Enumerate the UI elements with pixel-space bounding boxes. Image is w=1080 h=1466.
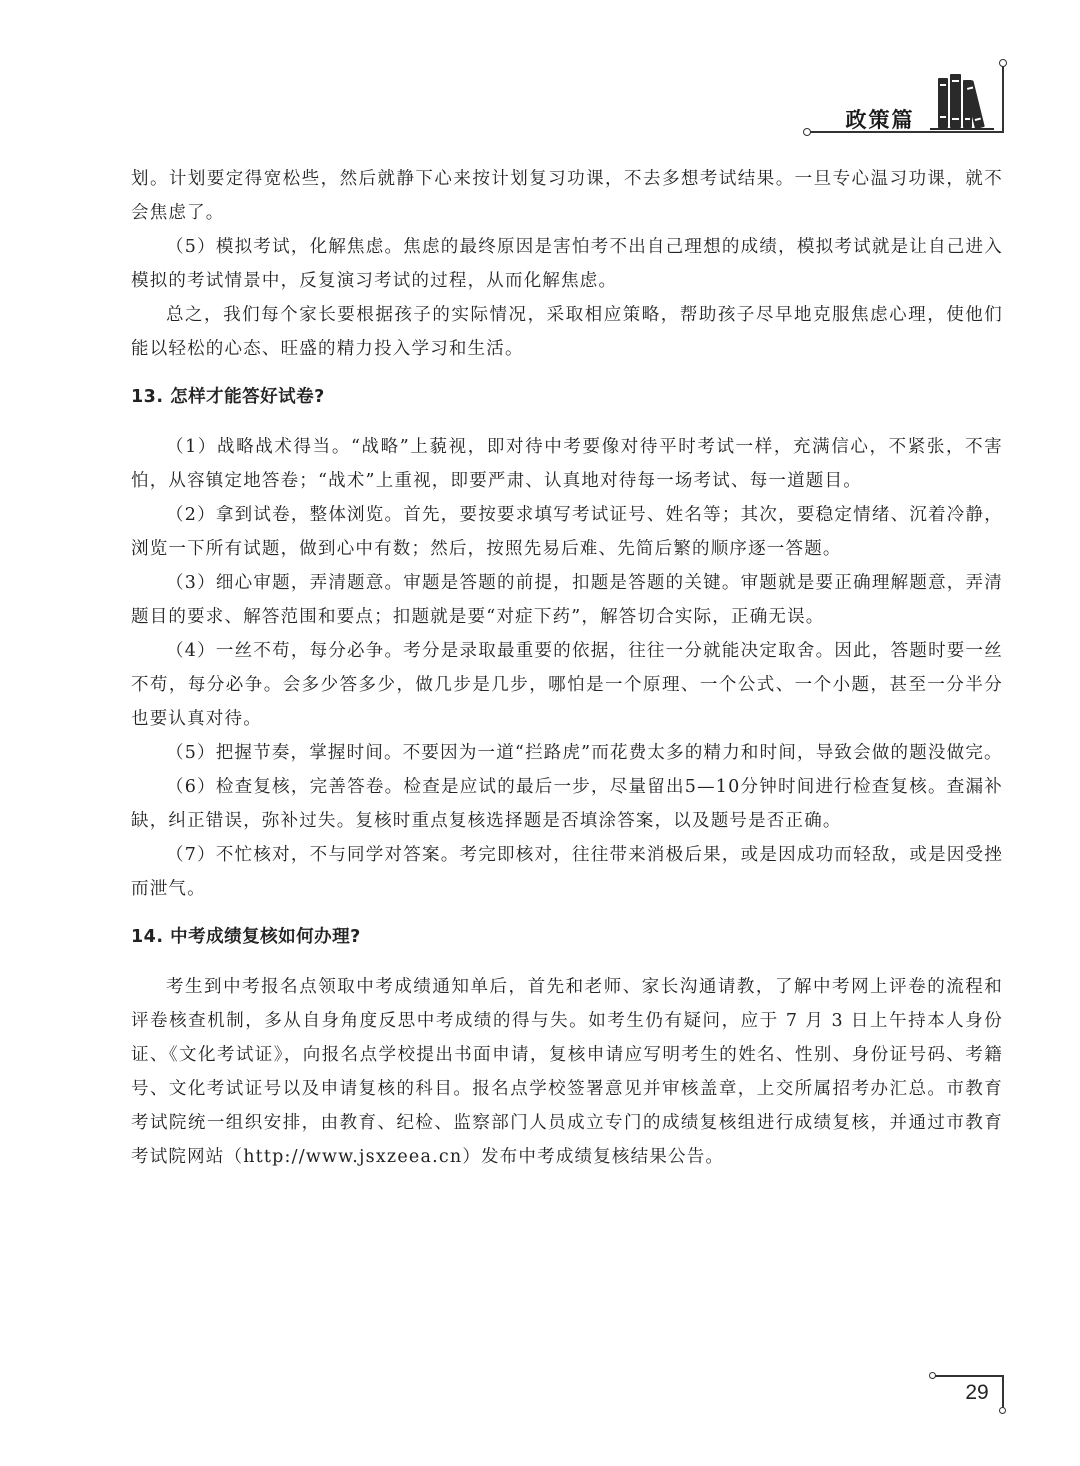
q13-item-4: （4）一丝不苟，每分必争。考分是录取最重要的依据，往往一分就能决定取舍。因此，答题时要一丝不苟，每分必争。会多少答多少，做几步是几步，哪怕是一个原理、一个公式、一个小题，甚至一分半分也要认真对待。 <box>131 641 1003 729</box>
page-number: 29 <box>965 1381 989 1404</box>
q13-item-7: （7）不忙核对，不与同学对答案。考完即核对，往往带来消极后果，或是因成功而轻敌，或是因受挫而泄气。 <box>131 845 1003 899</box>
header-dot-top <box>999 59 1007 67</box>
header-rule-vertical <box>1002 64 1004 132</box>
page-body <box>131 162 1003 1174</box>
question-13-title: 13. 怎样才能答好试卷? <box>131 387 325 407</box>
footer-rule-horizontal <box>934 1375 1004 1377</box>
q14-answer: 考生到中考报名点领取中考成绩通知单后，首先和老师、家长沟通请教，了解中考网上评卷的流程和评卷核查机制，多从自身角度反思中考成绩的得与失。如考生仍有疑问，应于 7 月 3 日上午持本人身份证、《文化考试证》，向报名点学校提出书面申请，复核申请应写明考生的姓名、性别、身份证号码、考籍号、文化考试证号以及申请复核的科目。报名点学校签署意见并审核盖章，上交所属招考办汇总。市教育考试院统一组织安排，由教育、纪检、监察部门人员成立专门的成绩复核组进行成绩复核，并通过市教育考试院网站（http://www.jsxzeea.cn）发布中考成绩复核结果公告。 <box>131 977 1003 1167</box>
paragraph-summary: 总之，我们每个家长要根据孩子的实际情况，采取相应策略，帮助孩子尽早地克服焦虑心理，使他们能以轻松的心态、旺盛的精力投入学习和生活。 <box>131 305 1003 359</box>
q13-item-1: （1）战略战术得当。“战略”上藐视，即对待中考要像对待平时考试一样，充满信心，不紧张，不害怕，从容镇定地答卷；“战术”上重视，即要严肃、认真地对待每一场考试、每一道题目。 <box>131 437 1003 491</box>
q13-item-2: （2）拿到试卷，整体浏览。首先，要按要求填写考试证号、姓名等；其次，要稳定情绪、沉着冷静，浏览一下所有试题，做到心中有数；然后，按照先易后难、先简后繁的顺序逐一答题。 <box>131 505 1003 559</box>
paragraph-continued: 划。计划要定得宽松些，然后就静下心来按计划复习功课，不去多想考试结果。一旦专心温习功课，就不会焦虑了。 <box>131 169 1003 223</box>
q13-item-3: （3）细心审题，弄清题意。审题是答题的前提，扣题是答题的关键。审题就是要正确理解题意，弄清题目的要求、解答范围和要点；扣题就是要“对症下药”，解答切合实际，正确无误。 <box>131 573 1003 627</box>
books-icon <box>930 70 994 130</box>
footer-dot-bottom <box>999 1407 1006 1414</box>
header-dot-left <box>803 128 811 136</box>
section-title: 政策篇 <box>845 107 915 132</box>
footer-dot-left <box>929 1372 936 1379</box>
footer-rule-vertical <box>1002 1375 1004 1411</box>
q13-item-5: （5）把握节奏，掌握时间。不要因为一道“拦路虎”而花费太多的精力和时间，导致会做的题没做完。 <box>166 743 1003 763</box>
q13-item-6: （6）检查复核，完善答卷。检查是应试的最后一步，尽量留出5—10分钟时间进行检查复核。查漏补缺，纠正错误，弥补过失。复核时重点复核选择题是否填涂答案，以及题号是否正确。 <box>131 777 1003 831</box>
question-14-title: 14. 中考成绩复核如何办理? <box>131 927 361 947</box>
paragraph-item-5: （5）模拟考试，化解焦虑。焦虑的最终原因是害怕考不出自己理想的成绩，模拟考试就是让自己进入模拟的考试情景中，反复演习考试的过程，从而化解焦虑。 <box>131 237 1003 291</box>
